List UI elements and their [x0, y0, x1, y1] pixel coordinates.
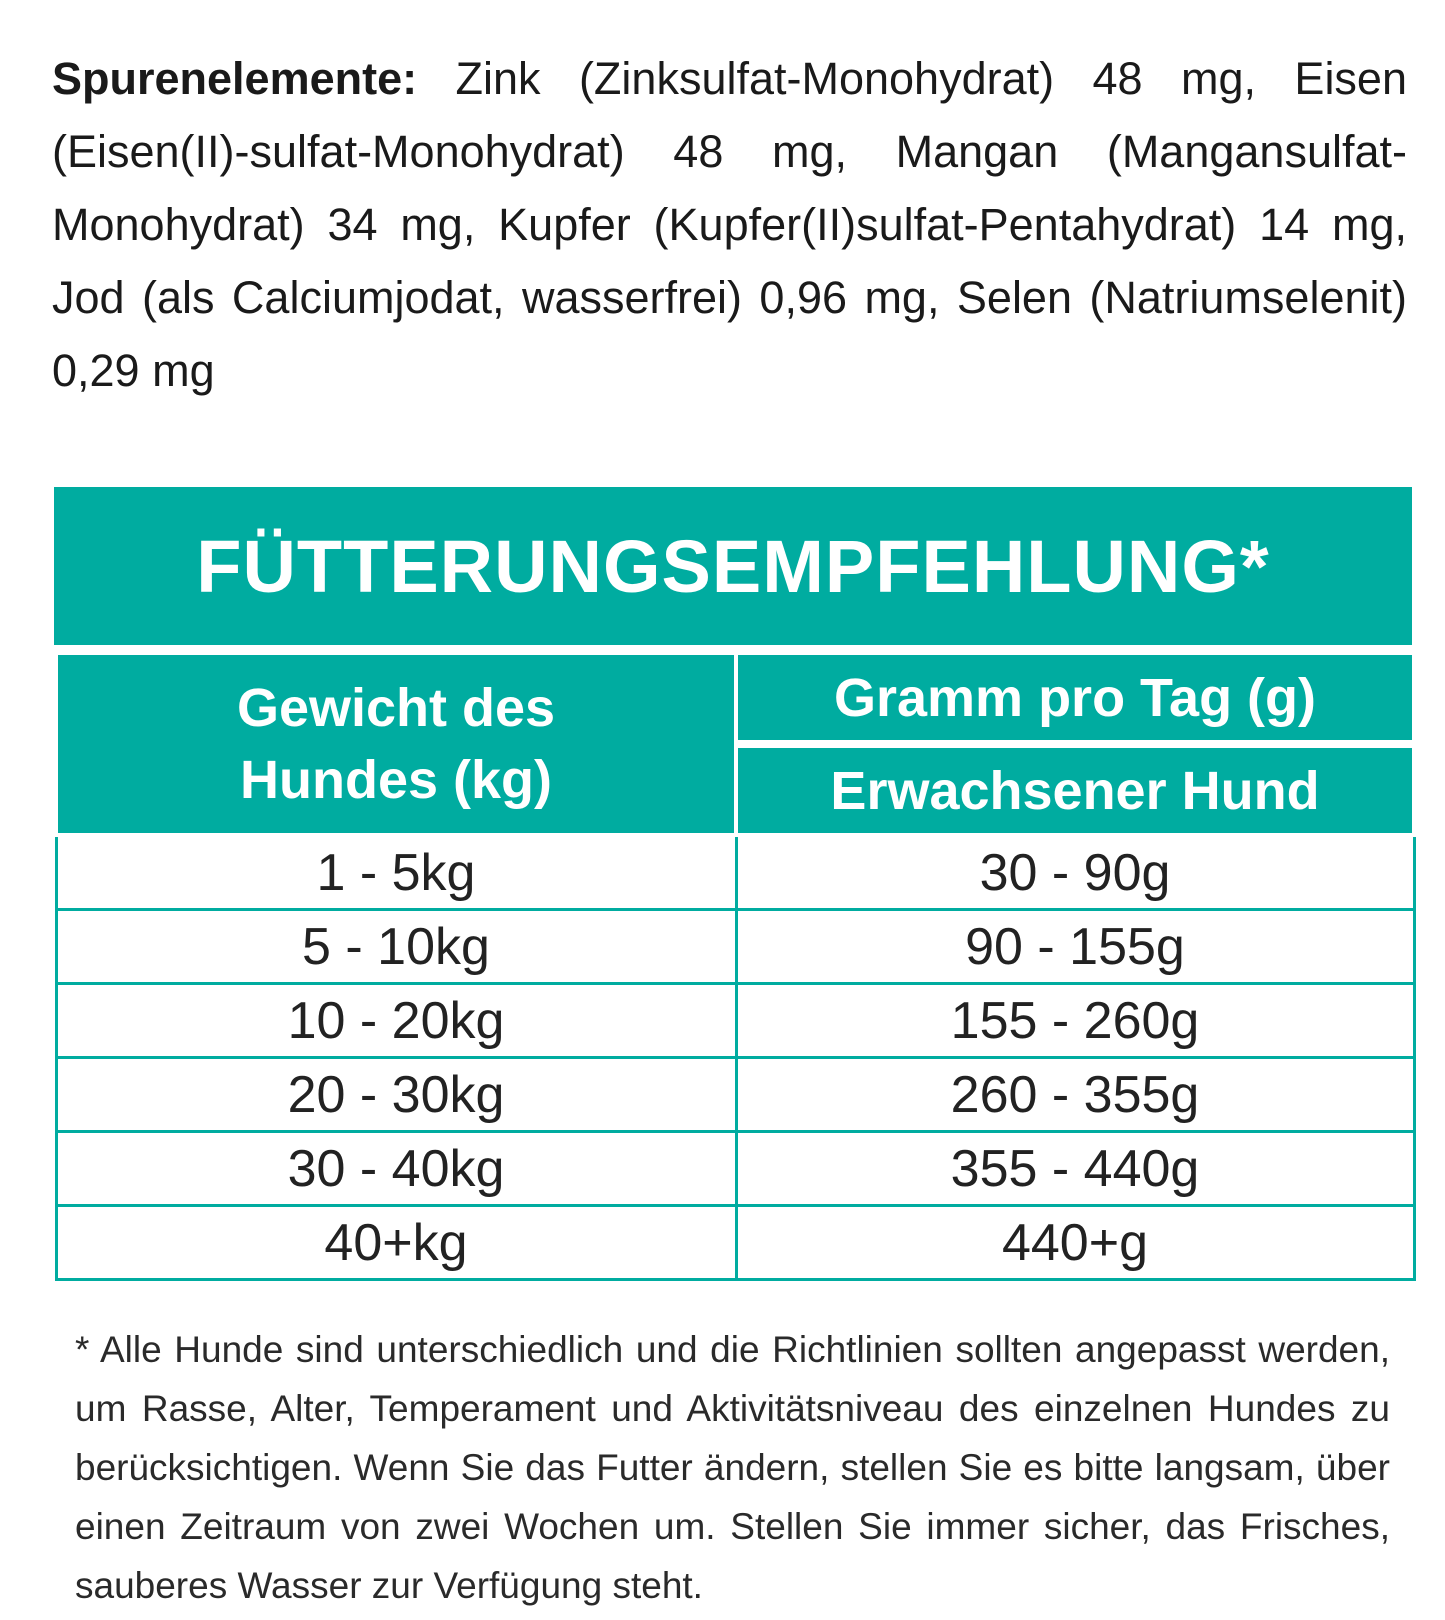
- weight-cell: 1 - 5kg: [56, 835, 736, 910]
- weight-cell: 20 - 30kg: [56, 1058, 736, 1132]
- adult-dog-header: Erwachsener Hund: [736, 744, 1414, 835]
- weight-header-line1: Gewicht des: [236, 678, 556, 738]
- table-row: [56, 835, 1414, 910]
- grams-cell: 260 - 355g: [736, 1058, 1414, 1132]
- weight-column-header: [56, 653, 736, 835]
- table-row: [56, 1132, 1414, 1206]
- weight-cell: 10 - 20kg: [56, 984, 736, 1058]
- grams-cell: 90 - 155g: [736, 910, 1414, 984]
- table-row: [56, 1058, 1414, 1132]
- feeding-table: [54, 651, 1416, 1281]
- grams-cell: 30 - 90g: [736, 835, 1414, 910]
- feeding-table-title: FÜTTERUNGSEMPFEHLUNG*: [54, 487, 1412, 645]
- footnote: * Alle Hunde sind unterschiedlich und die Richtlinien sollten angepasst werden, um Rasse, Alter, Temperament und Aktivitätsniveau des einzelnen Hundes zu berücksichtigen. Wenn Sie das Futter ändern, stellen Sie es bitte langsam, über einen Zeitraum von zwei Wochen um. Stellen Sie immer sicher, das Frisches, sauberes Wasser zur Verfügung steht.: [75, 1329, 1390, 1606]
- table-row: [56, 910, 1414, 984]
- grams-per-day-header: Gramm pro Tag (g): [736, 653, 1414, 744]
- weight-cell: 5 - 10kg: [56, 910, 736, 984]
- trace-elements-paragraph: [52, 42, 1407, 407]
- table-row: [56, 984, 1414, 1058]
- grams-cell: 155 - 260g: [736, 984, 1414, 1058]
- table-row: [56, 1206, 1414, 1280]
- grams-cell: 440+g: [736, 1206, 1414, 1280]
- weight-header-line2: Hundes (kg): [239, 750, 552, 810]
- feeding-recommendation: [54, 487, 1412, 1281]
- weight-cell: 30 - 40kg: [56, 1132, 736, 1206]
- trace-elements-label: Spurenelemente:: [52, 53, 418, 104]
- weight-cell: 40+kg: [56, 1206, 736, 1280]
- trace-elements-text: Zink (Zinksulfat-Monohydrat) 48 mg, Eisen (Eisen(II)-sulfat-Monohydrat) 48 mg, Mangan (Mangansulfat-Monohydrat) 34 mg, Kupfer (Kupfer(II)sulfat-Pentahydrat) 14 mg, Jod (als Calciumjodat, wasserfrei) 0,96 mg, Selen (Natriumselenit) 0,29 mg: [52, 53, 1407, 396]
- grams-cell: 355 - 440g: [736, 1132, 1414, 1206]
